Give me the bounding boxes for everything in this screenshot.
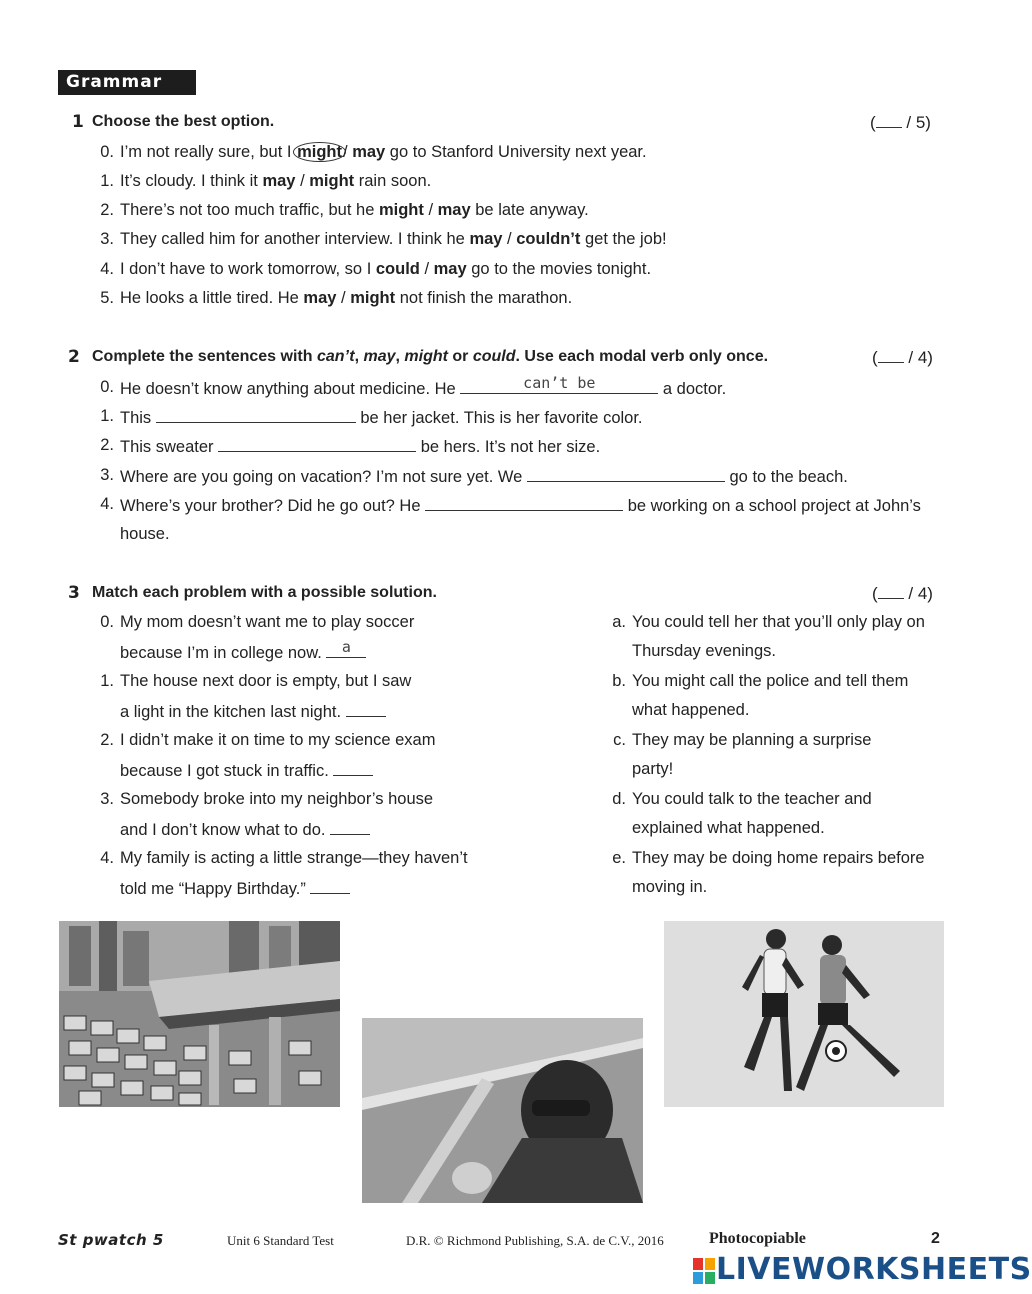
section3-number: 3 (68, 583, 80, 603)
s3-problem-4-blank[interactable] (310, 877, 350, 894)
footer-copyright: D.R. © Richmond Publishing, S.A. de C.V., 2016 (406, 1233, 664, 1248)
s3-problem-0-blank[interactable]: a (326, 641, 366, 658)
section-banner (58, 70, 196, 95)
section2-score: ( / 4) (872, 348, 933, 367)
s2-item-4-continued: house. (120, 525, 170, 543)
s1-item-0-opt2[interactable]: may (352, 143, 386, 161)
s1-item-3-opt2[interactable]: couldn’t (516, 230, 581, 248)
liveworksheets-wordmark[interactable]: LIVEWORKSHEETS (716, 1252, 1032, 1287)
s1-item-1-opt2[interactable]: might (309, 172, 355, 190)
section3-title: Match each problem with a possible solution. (92, 584, 437, 601)
s1-item-2-opt2[interactable]: may (437, 201, 471, 219)
s1-item-3-opt1[interactable]: may (469, 230, 503, 248)
s1-item-1-opt1[interactable]: may (262, 172, 296, 190)
section1-number: 1 (72, 112, 84, 132)
soccer-players-photo (664, 921, 944, 1107)
burglar-photo (362, 1018, 643, 1203)
s2-item-0-blank[interactable]: can’t be (460, 377, 658, 394)
section1-score: ( / 5) (870, 113, 931, 132)
footer-unit: Unit 6 Standard Test (227, 1233, 334, 1248)
s1-item-4-opt2[interactable]: may (433, 260, 467, 278)
s1-item-2-opt1[interactable]: might (378, 201, 424, 219)
s2-item-2-blank[interactable] (218, 435, 416, 452)
s3-problem-2-blank[interactable] (333, 759, 373, 776)
s2-item-1-blank[interactable] (156, 406, 356, 423)
s1-item-5-opt2[interactable]: might (350, 289, 396, 307)
stopwatch-logo: St pwatch 5 (58, 1231, 164, 1249)
section-banner-title: Grammar (66, 72, 163, 92)
footer-photocopiable: Photocopiable (709, 1230, 806, 1247)
s2-item-4-blank[interactable] (425, 494, 623, 511)
s1-item-5-opt1[interactable]: may (303, 289, 337, 307)
s3-problem-3-blank[interactable] (330, 818, 370, 835)
s2-item-3-blank[interactable] (527, 465, 725, 482)
page-number: 2 (931, 1230, 940, 1247)
s3-problem-1-blank[interactable] (346, 700, 386, 717)
traffic-jam-photo (59, 921, 340, 1107)
s1-item-0-opt1[interactable]: might (293, 142, 346, 162)
section2-number: 2 (68, 347, 80, 367)
s1-item-4-opt1[interactable]: could (375, 260, 420, 278)
liveworksheets-logo-icon (693, 1258, 715, 1284)
section3-score: ( / 4) (872, 584, 933, 603)
section1-title: Choose the best option. (92, 113, 275, 130)
section2-title: Complete the sentences with can’t, may, might or could. Use each modal verb only once. (92, 348, 769, 365)
